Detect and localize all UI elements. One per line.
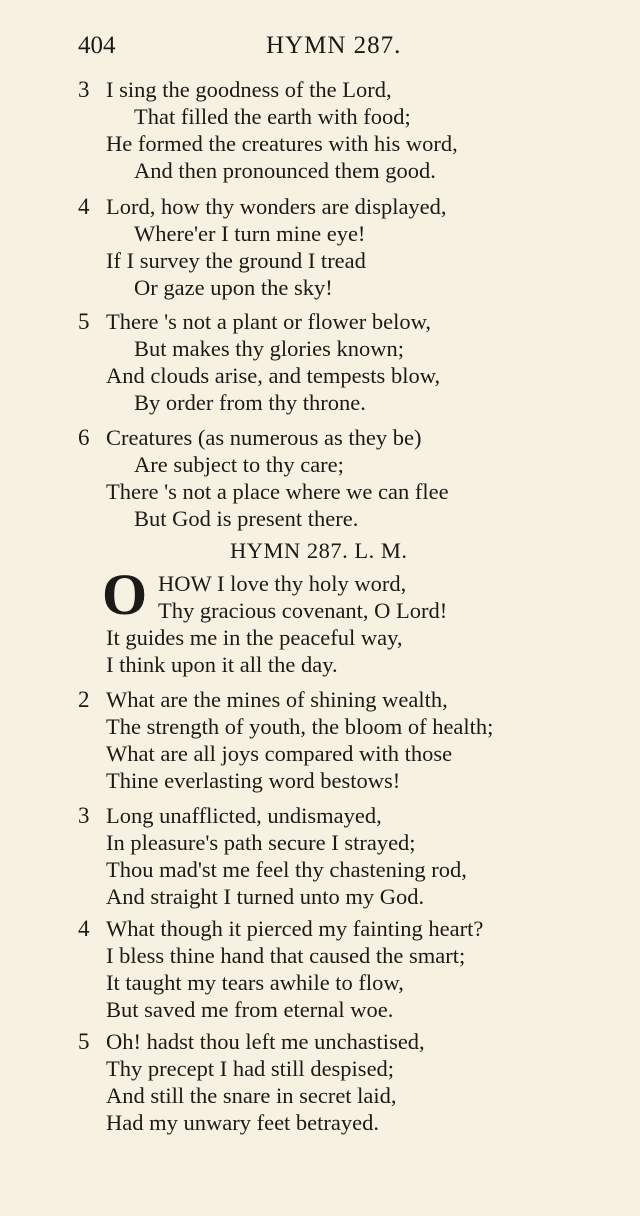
verse-line: And still the snare in secret laid, [106,1083,397,1108]
stanza-prev-3 [78,76,623,184]
stanza-287-3 [78,802,623,910]
verse-line: Thy gracious covenant, O Lord! [158,598,448,623]
verse-line: Or gaze upon the sky! [134,275,333,300]
verse-line: There 's not a plant or flower below, [106,309,431,334]
page-header [78,32,598,68]
drop-cap: O [102,562,148,627]
stanza-prev-6 [78,424,623,532]
stanza-number: 3 [78,77,90,102]
verse-line: What are the mines of shining wealth, [106,687,448,712]
verse-line: He formed the creatures with his word, [106,131,458,156]
verse-line: It guides me in the peaceful way, [106,625,403,650]
verse-line: Thou mad'st me feel thy chastening rod, [106,857,467,882]
stanza-number: 4 [78,916,90,941]
verse-line: Thy precept I had still despised; [106,1056,395,1081]
verse-line: What though it pierced my fainting heart? [106,916,484,941]
verse-line: That filled the earth with food; [134,104,411,129]
verse-line: Had my unwary feet betrayed. [106,1110,380,1135]
verse-line: The strength of youth, the bloom of health; [106,714,494,739]
stanza-287-2 [78,686,623,794]
stanza-287-4 [78,915,623,1023]
verse-line: Thine everlasting word bestows! [106,768,401,793]
verse-line: And clouds arise, and tempests blow, [106,363,441,388]
running-title: HYMN 287. [266,32,402,59]
verse-line: There 's not a place where we can flee [106,479,449,504]
verse-line: If I survey the ground I tread [106,248,366,273]
verse-line: I bless thine hand that caused the smart; [106,943,466,968]
verse-line: In pleasure's path secure I strayed; [106,830,416,855]
verse-line: Lord, how thy wonders are displayed, [106,194,447,219]
verse-line: Where'er I turn mine eye! [134,221,366,246]
stanza-number: 5 [78,309,90,334]
verse-line: But saved me from eternal woe. [106,997,394,1022]
stanza-287-5 [78,1028,623,1136]
stanza-prev-5 [78,308,623,416]
verse-line: Oh! hadst thou left me unchastised, [106,1029,425,1054]
verse-line: I sing the goodness of the Lord, [106,77,392,102]
verse-line: But God is present there. [134,506,359,531]
stanza-prev-4 [78,193,623,301]
verse-line: Creatures (as numerous as they be) [106,425,422,450]
verse-line: HOW I love thy holy word, [158,571,407,596]
verse-line: And straight I turned unto my God. [106,884,425,909]
stanza-number: 5 [78,1029,90,1054]
verse-line: I think upon it all the day. [106,652,338,677]
stanza-number: 6 [78,425,90,450]
verse-line: But makes thy glories known; [134,336,404,361]
verse-line: What are all joys compared with those [106,741,453,766]
verse-line: Long unafflicted, undismayed, [106,803,382,828]
stanza-287-1 [78,570,623,678]
verse-line: Are subject to thy care; [134,452,344,477]
verse-line: It taught my tears awhile to flow, [106,970,404,995]
verse-line: By order from thy throne. [134,390,366,415]
hymn-title: HYMN 287. L. M. [230,538,408,563]
stanza-number: 2 [78,687,90,712]
stanza-number: 4 [78,194,90,219]
stanza-number: 3 [78,803,90,828]
page-number: 404 [78,32,116,59]
verse-line: And then pronounced them good. [134,158,436,183]
